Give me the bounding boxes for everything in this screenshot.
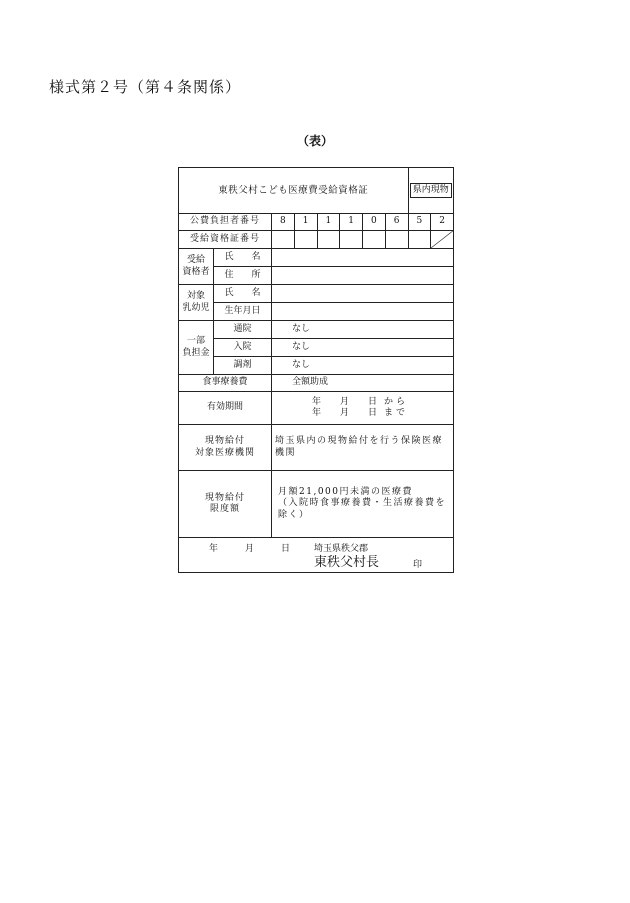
institution-value: 埼玉県内の現物給付を行う保険医療機関 — [272, 425, 454, 471]
limit-label: 現物給付 限度額 — [179, 471, 272, 538]
meal-cost-label: 食事療養費 — [179, 375, 272, 392]
copayment-group: 一部 負担金 — [179, 321, 214, 375]
birth-date-value — [272, 303, 454, 321]
eligibility-certificate — [178, 167, 454, 573]
payer-digit: 0 — [363, 214, 386, 231]
issuer-block — [179, 538, 454, 573]
badge-cell — [408, 168, 454, 214]
payer-digit: 1 — [317, 214, 340, 231]
to-suffix: まで — [384, 408, 409, 418]
dispensing-label: 調剤 — [214, 357, 272, 375]
inpatient-label: 入院 — [214, 339, 272, 357]
dispensing-value: なし — [272, 357, 454, 375]
issue-year: 年 — [209, 544, 219, 554]
prefecture-badge: 県内現物 — [410, 183, 452, 198]
payer-digit: 8 — [272, 214, 295, 231]
from-month: 月 — [340, 396, 350, 407]
recipient-digit — [408, 231, 431, 249]
to-month: 月 — [340, 408, 350, 418]
outpatient-value: なし — [272, 321, 454, 339]
validity-period-value — [272, 392, 454, 425]
payer-digit: 6 — [385, 214, 408, 231]
payer-number-label: 公費負担者番号 — [179, 214, 272, 231]
diagonal-line — [431, 231, 453, 248]
recipient-digit — [272, 231, 295, 249]
address-value — [272, 267, 454, 285]
outpatient-label: 通院 — [214, 321, 272, 339]
limit-value: 月額21,000円未満の医療費 （入院時食事療養費・生活療養費を除く） — [272, 471, 454, 538]
qualified-person-group: 受給 資格者 — [179, 249, 214, 285]
child-name-value — [272, 285, 454, 303]
recipient-digit — [363, 231, 386, 249]
child-group: 対象 乳幼児 — [179, 285, 214, 321]
seal-mark: 印 — [413, 560, 423, 570]
inpatient-value: なし — [272, 339, 454, 357]
birth-date-label: 生年月日 — [214, 303, 272, 321]
child-name-label: 氏 名 — [214, 285, 272, 303]
payer-digit: 2 — [431, 214, 454, 231]
period-to — [272, 408, 453, 419]
side-label: （表） — [296, 134, 333, 148]
payer-digit: 5 — [408, 214, 431, 231]
issue-day: 日 — [281, 544, 291, 554]
from-suffix: から — [384, 396, 409, 407]
recipient-digit — [385, 231, 408, 249]
validity-period-label: 有効期間 — [179, 392, 272, 425]
recipient-digit — [294, 231, 317, 249]
payer-digit: 1 — [294, 214, 317, 231]
address-label: 住 所 — [214, 267, 272, 285]
from-day: 日 — [368, 396, 378, 407]
to-day: 日 — [368, 408, 378, 418]
recipient-number-label: 受給資格証番号 — [179, 231, 272, 249]
from-year: 年 — [312, 396, 322, 407]
recipient-digit — [340, 231, 363, 249]
name-label: 氏 名 — [214, 249, 272, 267]
meal-cost-value: 全額助成 — [272, 375, 454, 392]
form-title: 様式第２号（第４条関係） — [49, 78, 242, 96]
recipient-digit — [317, 231, 340, 249]
payer-digit: 1 — [340, 214, 363, 231]
institution-label: 現物給付 対象医療機関 — [179, 425, 272, 471]
recipient-digit-void — [431, 231, 454, 249]
issuer-prefecture: 埼玉県秩父郡 — [314, 544, 369, 554]
period-from — [272, 397, 453, 408]
issue-date — [209, 544, 290, 555]
certificate-title: 東秩父村こども医療費受給資格証 — [179, 168, 409, 214]
to-year: 年 — [312, 408, 322, 418]
name-value — [272, 249, 454, 267]
issue-month: 月 — [245, 544, 255, 554]
issuer-mayor: 東秩父村長 — [314, 555, 380, 570]
